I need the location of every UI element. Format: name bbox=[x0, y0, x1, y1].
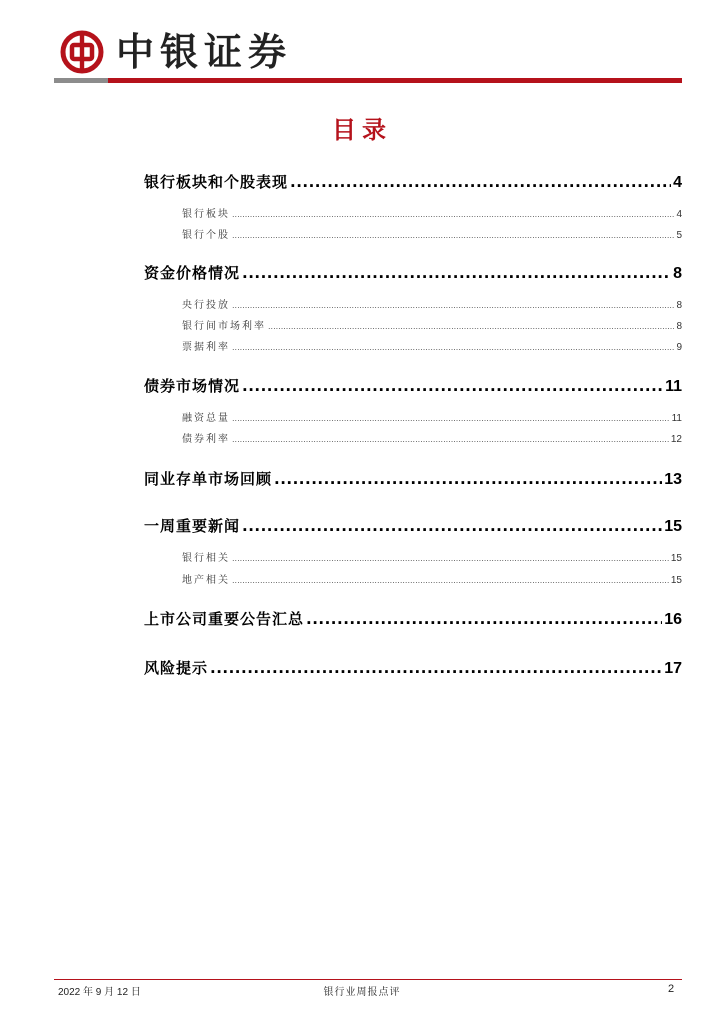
toc-entry-page: 8 bbox=[676, 321, 682, 332]
toc-entry[interactable] bbox=[144, 658, 682, 679]
toc-entry-page: 4 bbox=[676, 209, 682, 220]
dot-leader bbox=[306, 609, 662, 629]
toc-entry-label: 同业存单市场回顾 bbox=[144, 470, 273, 488]
footer-rule bbox=[54, 979, 682, 980]
toc-entry[interactable] bbox=[144, 320, 682, 334]
toc-entry-label: 银行个股 bbox=[182, 230, 230, 241]
brand-name: 中银证券 bbox=[116, 29, 293, 74]
toc-entry-label: 票据利率 bbox=[182, 342, 230, 353]
toc-entry-page: 12 bbox=[670, 434, 682, 445]
toc-entry-label: 一周重要新闻 bbox=[144, 517, 241, 535]
toc-entry[interactable] bbox=[144, 229, 682, 243]
dot-leader bbox=[232, 229, 674, 243]
toc-entry-label: 央行投放 bbox=[182, 300, 230, 311]
toc-entry-label: 银行板块 bbox=[182, 209, 230, 220]
dot-leader bbox=[232, 208, 674, 222]
header-rule-red bbox=[108, 78, 682, 83]
toc-entry[interactable] bbox=[144, 433, 682, 447]
toc-entry-page: 4 bbox=[673, 174, 682, 191]
toc-entry[interactable] bbox=[144, 208, 682, 222]
toc-entry-label: 上市公司重要公告汇总 bbox=[144, 610, 305, 628]
toc-entry[interactable] bbox=[144, 412, 682, 426]
page-header bbox=[0, 0, 724, 90]
toc-entry[interactable] bbox=[144, 552, 682, 566]
dot-leader bbox=[232, 433, 669, 447]
dot-leader bbox=[268, 320, 674, 334]
footer-report-type: 银行业周报点评 bbox=[323, 987, 401, 998]
toc-entry[interactable] bbox=[144, 469, 682, 490]
toc-entry[interactable] bbox=[144, 516, 682, 537]
toc-entry-label: 资金价格情况 bbox=[144, 264, 241, 282]
dot-leader bbox=[232, 552, 669, 566]
toc-entry[interactable] bbox=[144, 609, 682, 630]
toc-entry[interactable] bbox=[144, 172, 682, 193]
dot-leader bbox=[210, 658, 662, 678]
dot-leader bbox=[242, 516, 662, 536]
toc-entry-page: 5 bbox=[676, 230, 682, 241]
toc-entry-page: 15 bbox=[670, 575, 682, 586]
toc-entry-page: 9 bbox=[676, 342, 682, 353]
toc-entry-page: 16 bbox=[664, 611, 682, 628]
toc-entry-page: 15 bbox=[670, 553, 682, 564]
toc-entry-label: 风险提示 bbox=[144, 659, 209, 677]
toc-entry-page: 11 bbox=[671, 413, 682, 424]
bank-of-china-logo-icon bbox=[60, 30, 104, 74]
footer-page-number: 2 bbox=[668, 983, 675, 995]
toc-entry-label: 银行相关 bbox=[182, 553, 230, 564]
toc-entry-page: 11 bbox=[665, 378, 682, 395]
toc-entry-page: 8 bbox=[673, 265, 682, 282]
dot-leader bbox=[242, 263, 671, 283]
toc-entry-label: 债券利率 bbox=[182, 434, 230, 445]
dot-leader bbox=[274, 469, 662, 489]
toc-entry-page: 13 bbox=[664, 471, 682, 488]
toc-entry[interactable] bbox=[144, 574, 682, 588]
toc-entry-label: 债券市场情况 bbox=[144, 377, 241, 395]
dot-leader bbox=[290, 172, 671, 192]
toc-entry[interactable] bbox=[144, 376, 682, 397]
toc-entry[interactable] bbox=[144, 299, 682, 313]
dot-leader bbox=[232, 412, 670, 426]
footer-date: 2022 年 9 月 12 日 bbox=[58, 987, 141, 998]
toc-entry-label: 地产相关 bbox=[182, 575, 230, 586]
toc-entry-page: 15 bbox=[664, 518, 682, 535]
toc-entry-label: 银行间市场利率 bbox=[182, 321, 266, 332]
dot-leader bbox=[232, 299, 674, 313]
toc-title: 目录 bbox=[332, 116, 392, 144]
dot-leader bbox=[232, 341, 674, 355]
header-rule-gray bbox=[54, 78, 108, 83]
toc-entry[interactable] bbox=[144, 341, 682, 355]
toc-entry[interactable] bbox=[144, 263, 682, 284]
toc-entry-label: 融资总量 bbox=[182, 413, 230, 424]
toc-entry-page: 17 bbox=[664, 660, 682, 677]
toc-entry-label: 银行板块和个股表现 bbox=[144, 173, 289, 191]
toc-entry-page: 8 bbox=[676, 300, 682, 311]
dot-leader bbox=[232, 574, 669, 588]
dot-leader bbox=[242, 376, 663, 396]
